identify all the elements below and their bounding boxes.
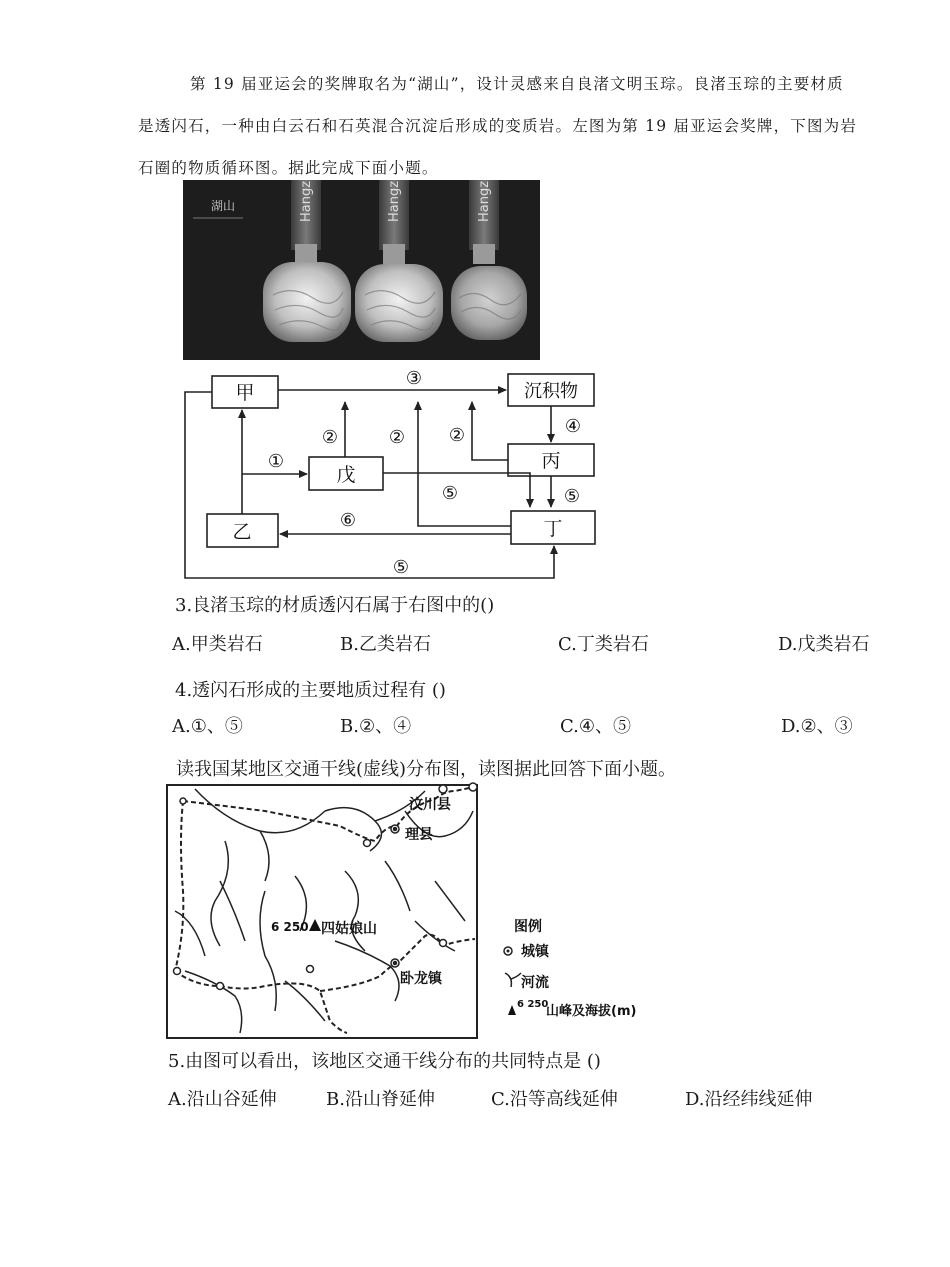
q4-option-b: B.②、④ xyxy=(340,716,412,737)
town-label-wolong: 卧龙镇 xyxy=(400,971,442,987)
label-bing: 丙 xyxy=(541,450,561,472)
photo-logo-text: 湖山 xyxy=(211,199,236,213)
q4-option-d: D.②、③ xyxy=(781,716,853,737)
medal-3 xyxy=(451,266,527,340)
label-yi: 乙 xyxy=(232,521,252,543)
q3-stem: 3.良渚玉琮的材质透闪石属于右图中的() xyxy=(175,595,495,616)
q4-option-c: C.④、⑤ xyxy=(560,716,631,737)
intro2-text: 读我国某地区交通干线(虚线)分布图，读图据此回答下面小题。 xyxy=(176,759,677,780)
map-legend xyxy=(504,918,636,1019)
medal-photo xyxy=(183,180,540,360)
q4-stem: 4.透闪石形成的主要地质过程有 () xyxy=(175,680,446,701)
intro-line-1: 第 19 届亚运会的奖牌取名为“湖山”，设计灵感来自良渚文明玉琮。良渚玉琮的主要材质 xyxy=(190,75,844,93)
num-5-bottom: ⑤ xyxy=(392,557,410,578)
q5-option-a: A.沿山谷延伸 xyxy=(168,1089,277,1110)
q3-option-c: C.丁类岩石 xyxy=(558,634,649,655)
peak-name-label: 四姑娘山 xyxy=(321,921,377,937)
peak-icon xyxy=(309,919,321,931)
label-ding: 丁 xyxy=(543,518,563,540)
q3-option-b: B.乙类岩石 xyxy=(340,634,431,655)
num-5-wu: ⑤ xyxy=(441,483,459,504)
ribbon-text-1: Hangzhou xyxy=(299,180,314,222)
q4-option-a: A.①、⑤ xyxy=(172,716,243,737)
num-2-wu: ② xyxy=(321,427,339,448)
town-markers xyxy=(174,783,478,990)
q5-stem: 5.由图可以看出，该地区交通干线分布的共同特点是 () xyxy=(168,1051,601,1072)
legend-river-label: 河流 xyxy=(521,975,549,991)
legend-title: 图例 xyxy=(514,919,542,935)
traffic-map xyxy=(165,781,665,1039)
q3-option-a: A.甲类岩石 xyxy=(172,634,263,655)
ribbon-text-2: Hangzhou xyxy=(387,180,402,222)
roads xyxy=(175,787,475,1033)
num-1: ① xyxy=(267,451,285,472)
legend-peak-elevation: 6 250 xyxy=(517,999,549,1010)
medal-2 xyxy=(355,264,443,342)
medal-photo-art xyxy=(183,180,540,360)
q5-option-b: B.沿山脊延伸 xyxy=(326,1089,435,1110)
q5-option-c: C.沿等高线延伸 xyxy=(491,1089,618,1110)
legend-town-label: 城镇 xyxy=(521,944,549,960)
label-wu: 戊 xyxy=(336,464,356,486)
label-chenjiwu: 沉积物 xyxy=(524,381,578,402)
ribbon-text-3: Hangzhou xyxy=(477,180,492,222)
intro-line-2: 是透闪石，一种由白云石和石英混合沉淀后形成的变质岩。左图为第 19 届亚运会奖牌，下图为岩 xyxy=(138,117,858,135)
num-6: ⑥ xyxy=(339,510,357,531)
town-label-wenchuan: 汶川县 xyxy=(409,797,451,813)
q5-option-d: D.沿经纬线延伸 xyxy=(685,1089,813,1110)
arrow-2-ding xyxy=(418,402,511,526)
arrow-2-bing xyxy=(472,402,508,460)
q3-option-d: D.戊类岩石 xyxy=(778,634,870,655)
town-label-lixian: 理县 xyxy=(405,827,433,843)
num-2-bing: ② xyxy=(448,425,466,446)
rivers xyxy=(175,789,473,1033)
num-2-mid: ② xyxy=(388,427,406,448)
intro-line-3: 石圈的物质循环图。据此完成下面小题。 xyxy=(138,159,439,177)
legend-river-icon xyxy=(505,973,521,987)
num-4: ④ xyxy=(564,416,582,437)
num-5-bing: ⑤ xyxy=(563,486,581,507)
num-3: ③ xyxy=(405,368,423,389)
label-jia: 甲 xyxy=(235,382,255,404)
legend-peak-label: 山峰及海拔(m) xyxy=(546,1004,637,1019)
rock-cycle-diagram xyxy=(178,364,608,586)
legend-peak-icon xyxy=(508,1005,516,1015)
peak-elevation-label: 6 250 xyxy=(271,920,309,934)
